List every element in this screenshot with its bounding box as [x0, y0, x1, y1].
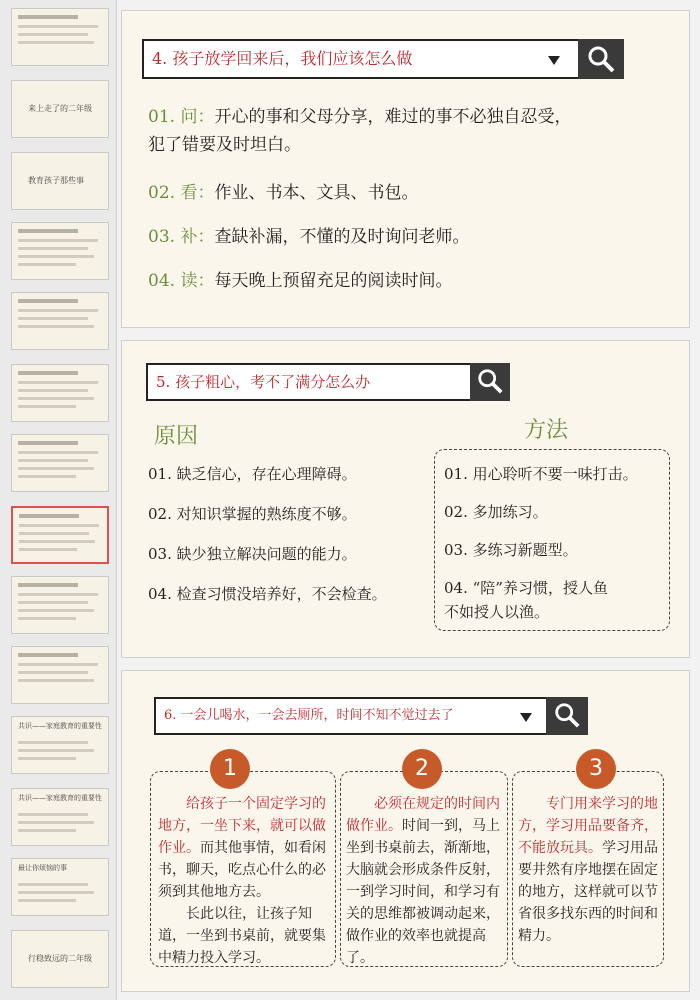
slide-card-2: [121, 340, 690, 658]
slide-thumb-10[interactable]: [11, 646, 109, 704]
slide-thumb-5[interactable]: [11, 292, 109, 350]
slide-thumb-2[interactable]: 来上走了的二年级: [11, 80, 109, 138]
slide-thumbnail-panel: [0, 0, 117, 1000]
slide-thumb-11[interactable]: 共识——家庭教育的重要性: [11, 716, 109, 774]
tip-text-1: 给孩子一个固定学习的地方，一坐下来，就可以做作业。而其他事情，如看闲书，聊天，吃点心什么的必须到其他地方去。 长此以往，让孩子知道，一坐到书桌前，就要集中精力投入学习。: [158, 796, 326, 966]
slide-thumb-1[interactable]: [11, 8, 109, 66]
search-button[interactable]: [470, 363, 510, 401]
tip-line-4: 04. 读：每天晚上预留充足的阅读时间。: [148, 271, 453, 291]
slide-card-3: [121, 670, 690, 992]
tip-line-2: 02. 看：作业、书本、文具、书包。: [148, 183, 419, 203]
reason-item: 01. 缺乏信心，存在心理障碍。: [148, 465, 357, 483]
tip-line-1: 01. 问：开心的事和父母分享，难过的事不必独自忍受，: [148, 107, 572, 127]
tip-line-3: 03. 补：查缺补漏，不懂的及时询问老师。: [148, 227, 470, 247]
step-number: 3: [576, 749, 616, 789]
search-bar[interactable]: [142, 39, 624, 79]
slide-card-1: [121, 10, 690, 328]
method-item: 不如授人以渔。: [444, 603, 550, 621]
reason-item: 03. 缺少独立解决问题的能力。: [148, 545, 357, 563]
tip-text-3: 专门用来学习的地方，学习用品要备齐，不能放玩具。学习用品要井然有序地摆在固定的地方，这样就可以节省很多找东西的时间和精力。: [518, 796, 658, 944]
search-button[interactable]: [578, 39, 624, 79]
search-bar[interactable]: [154, 697, 588, 735]
tip-line-1b: 犯了错要及时坦白。: [148, 135, 301, 155]
slide-thumb-3[interactable]: 教育孩子那些事: [11, 152, 109, 210]
methods-heading: 方法: [524, 418, 569, 443]
method-item: 04. “陪”养习惯，授人鱼: [444, 579, 608, 597]
slide-thumb-7[interactable]: [11, 434, 109, 492]
magnifier-icon: [476, 367, 504, 395]
method-item: 01. 用心聆听不要一味打击。: [444, 465, 638, 483]
slide-thumb-8-current[interactable]: [11, 506, 109, 564]
dropdown-arrow-icon[interactable]: [548, 56, 560, 65]
slide-thumb-14[interactable]: 行稳致远的二年级: [11, 930, 109, 988]
question-title: 4. 孩子放学回来后，我们应该怎么做: [152, 49, 413, 68]
slide-thumb-12[interactable]: 共识——家庭教育的重要性: [11, 788, 109, 846]
question-title: 6. 一会儿喝水，一会去厕所，时间不知不觉过去了: [164, 708, 454, 723]
reason-item: 04. 检查习惯没培养好，不会检查。: [148, 585, 387, 603]
search-button[interactable]: [546, 697, 588, 735]
method-item: 03. 多练习新题型。: [444, 541, 578, 559]
step-number: 2: [402, 749, 442, 789]
dropdown-arrow-icon[interactable]: [520, 713, 532, 722]
method-item: 02. 多加练习。: [444, 503, 548, 521]
step-number: 1: [210, 749, 250, 789]
reasons-heading: 原因: [154, 424, 199, 449]
search-bar[interactable]: [146, 363, 510, 401]
magnifier-icon: [553, 701, 581, 729]
slide-thumb-9[interactable]: [11, 576, 109, 634]
reason-item: 02. 对知识掌握的熟练度不够。: [148, 505, 357, 523]
slide-thumb-6[interactable]: [11, 364, 109, 422]
question-title: 5. 孩子粗心，考不了满分怎么办: [156, 373, 371, 391]
magnifier-icon: [586, 44, 616, 74]
slide-thumb-13[interactable]: 最让你烦恼的事: [11, 858, 109, 916]
slide-thumb-4[interactable]: [11, 222, 109, 280]
tip-text-2: 必须在规定的时间内做作业。时间一到，马上坐到书桌前去，渐渐地，大脑就会形成条件反射，一到学习时间，和学习有关的思维都被调动起来，做作业的效率也就提高了。: [346, 796, 500, 966]
